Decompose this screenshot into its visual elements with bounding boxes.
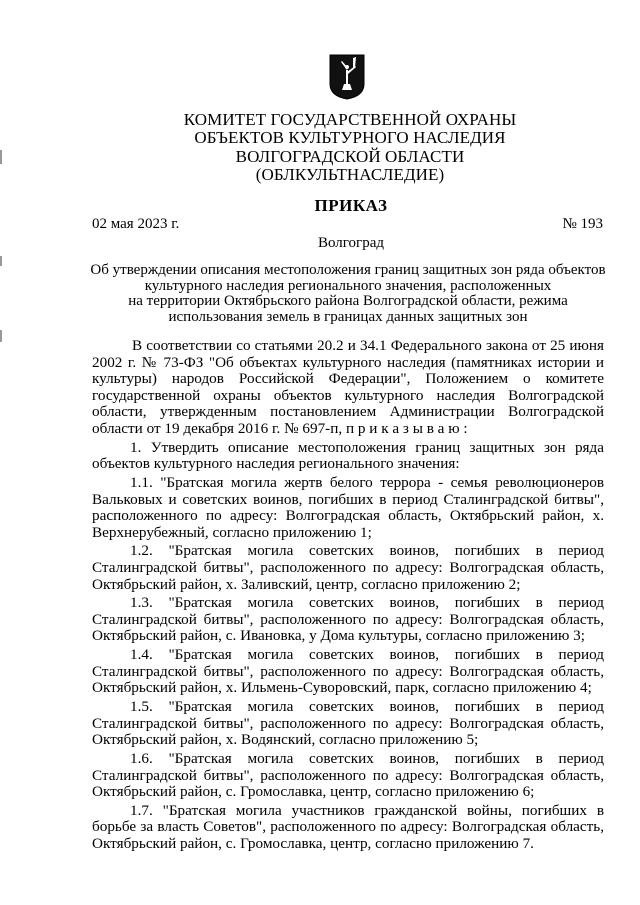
document-number: № 193	[562, 216, 603, 232]
subject-line: на территории Октябрьского района Волгоградской области, режима	[128, 293, 568, 309]
sub-item-paragraph: 1.3. "Братская могила советских воинов, погибших в период Сталинградской битвы", расположенного по адресу: Волгоградская область, Октябрьский район, с. Ивановка, у Дома культуры, согласно приложению 3;	[92, 594, 604, 645]
organization-name	[180, 111, 520, 184]
scan-mark	[0, 150, 2, 164]
preamble-paragraph: В соответствии со статьями 20.2 и 34.1 Федерального закона от 25 июня 2002 г. № 73-ФЗ "Об объектах культурного наследия (памятниках истории и культуры) народов Российской Федерации", Положением о комитете государственной охраны объектов культурного наследия Волгоградской области, утвержденным постановлением Администрации Волгоградской области от 19 декабря 2016 г. № 697-п, п р и к а з ы в а ю :	[92, 337, 604, 437]
document-title: ПРИКАЗ	[314, 196, 388, 215]
scan-mark	[0, 256, 2, 266]
item-paragraph: 1. Утвердить описание местоположения границ защитных зон ряда объектов культурного наследия регионального значения:	[92, 438, 604, 473]
document-city: Волгоград	[317, 235, 384, 251]
org-line: КОМИТЕТ ГОСУДАРСТВЕННОЙ ОХРАНЫ	[183, 110, 517, 129]
sub-item-paragraph: 1.6. "Братская могила советских воинов, погибших в период Сталинградской битвы", расположенного по адресу: Волгоградская область, Октябрьский район, с. Громославка, центр, согласно приложению 6;	[92, 749, 604, 801]
document-date: 02 мая 2023 г.	[92, 216, 180, 232]
scan-mark	[0, 330, 2, 342]
coat-of-arms-emblem	[329, 54, 365, 100]
document-body	[92, 338, 604, 855]
sub-item-paragraph: 1.1. "Братская могила жертв белого террора - семья революционеров Вальковых и советских воинов, погибших в период Сталинградской битвы", расположенного по адресу: Волгоградская область, Октябрьский район, х. Верхнерубежный, согласно приложению 1;	[92, 473, 604, 541]
sub-item-paragraph: 1.7. "Братская могила участников гражданской войны, погибших в борьбе за власть Советов", расположенного по адресу: Волгоградская область, Октябрьский район, с. Громославка, центр, согласно приложению 7.	[92, 801, 604, 852]
subject-line: культурного наследия регионального значения, расположенных	[144, 277, 552, 294]
sub-item-paragraph: 1.4. "Братская могила советских воинов, погибших в период Сталинградской битвы", расположенного по адресу: Волгоградская область, Октябрьский район, х. Ильмень-Суворовский, парк, согласно приложению 4;	[92, 646, 604, 697]
sub-item-paragraph: 1.5. "Братская могила советских воинов, погибших в период Сталинградской битвы", расположенного по адресу: Волгоградская область, Октябрьский район, х. Водянский, согласно приложению 5;	[92, 698, 604, 749]
subject-line: Об утверждении описания местоположения границ защитных зон ряда объектов	[90, 262, 606, 278]
document-subject	[88, 263, 608, 325]
org-line: ВОЛГОГРАДСКОЙ ОБЛАСТИ	[235, 146, 465, 166]
subject-line: использования земель в границах данных защитных зон	[168, 308, 528, 325]
sub-item-paragraph: 1.2. "Братская могила советских воинов, погибших в период Сталинградской битвы", расположенного по адресу: Волгоградская область, Октябрьский район, х. Заливский, центр, согласно приложению 2;	[92, 542, 604, 593]
org-line: (ОБЛКУЛЬТНАСЛЕДИЕ)	[255, 164, 445, 184]
org-line: ОБЪЕКТОВ КУЛЬТУРНОГО НАСЛЕДИЯ	[194, 128, 506, 148]
